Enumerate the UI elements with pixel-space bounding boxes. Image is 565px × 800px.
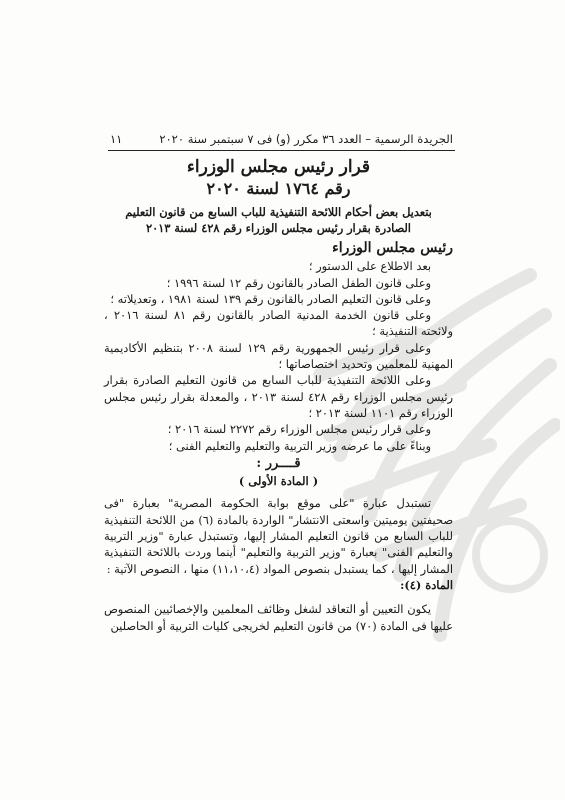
preamble-item: وعلى اللائحة التنفيذية للباب السابع من قانون التعليم الصادرة بقرار رئيس مجلس الوزراء رقم ٤٢٨ لسنة ٢٠١٣ ، والمعدلة بقرار رئيس مجلس الوزراء رقم ١١٠١ لسنة ٢٠١٣ ؛ <box>104 373 453 420</box>
article-four-label: المادة (٤): <box>400 577 453 592</box>
preamble-item: وعلى قرار رئيس الجمهورية رقم ١٢٩ لسنة ٢٠٠٨ بتنظيم الأكاديمية المهنية للمعلمين وتحديد اختصاصاتها ؛ <box>104 340 453 372</box>
issuer-heading: رئيس مجلس الوزراء <box>332 240 453 256</box>
article-one-heading: ( المادة الأولى ) <box>238 474 319 489</box>
decree-number: رقم ١٧٦٤ لسنة ٢٠٢٠ <box>206 179 351 198</box>
decree-subtitle-line-1: بتعديل بعض أحكام اللائحة التنفيذية للباب السابع من قانون التعليم <box>125 205 432 219</box>
decree-title: قرار رئيس مجلس الوزراء <box>186 157 371 177</box>
preamble-item: وعلى قانون التعليم الصادر بالقانون رقم ١٣٩ لسنة ١٩٨١ ، وتعديلاته ؛ <box>110 291 431 306</box>
preamble-item: وعلى قرار رئيس مجلس الوزراء رقم ٢٢٧٢ لسنة ٢٠١٦ ؛ <box>167 422 431 437</box>
decided-heading: قــــرر : <box>256 455 301 471</box>
preamble-item: بعد الاطلاع على الدستور ؛ <box>308 259 431 274</box>
preamble-item: وبناءً على ما عرضه وزير التربية والتعليم والتعليم الفنى ؛ <box>168 438 431 453</box>
decree-body <box>104 156 453 634</box>
preamble-item: وعلى قانون الخدمة المدنية الصادر بالقانون رقم ٨١ لسنة ٢٠١٦ ، ولائحته التنفيذية ؛ <box>104 308 453 339</box>
article-one-text: تستبدل عبارة "على موقع بوابة الحكومة المصرية" بعبارة "فى صحيفتين يوميتين واسعتى الانتشار" الواردة بالمادة (٦) من اللائحة التنفيذية للباب السابع من قانون التعليم المشار إليها، وتستبدل عبارة "وزير التربية والتعليم الفنى" بعبارة "وزير التربية والتعليم" أينما وردت باللائحة التنفيذية المشار إليها ، كما يستبدل بنصوص المواد (١١،١٠،٤) منها ، النصوص الآتية : <box>104 496 453 576</box>
decree-subtitle-line-2: الصادرة بقرار رئيس مجلس الوزراء رقم ٤٢٨ لسنة ٢٠١٣ <box>146 221 411 235</box>
gazette-issue-line: الجريدة الرسمية – العدد ٣٦ مكرر (و) فى ٧ سبتمبر سنة ٢٠٢٠ <box>159 132 453 146</box>
header-divider <box>108 150 455 151</box>
page-header <box>110 128 453 150</box>
page-number: ١١ <box>110 132 123 146</box>
preamble-item: وعلى قانون الطفل الصادر بالقانون رقم ١٢ لسنة ١٩٩٦ ؛ <box>166 275 431 290</box>
article-four-text: يكون التعيين أو التعاقد لشغل وظائف المعلمين والإخصائيين المنصوص عليها فى المادة (٧٠) من قانون التعليم لخريجى كليات التربية أو الحاصلين <box>104 602 453 633</box>
